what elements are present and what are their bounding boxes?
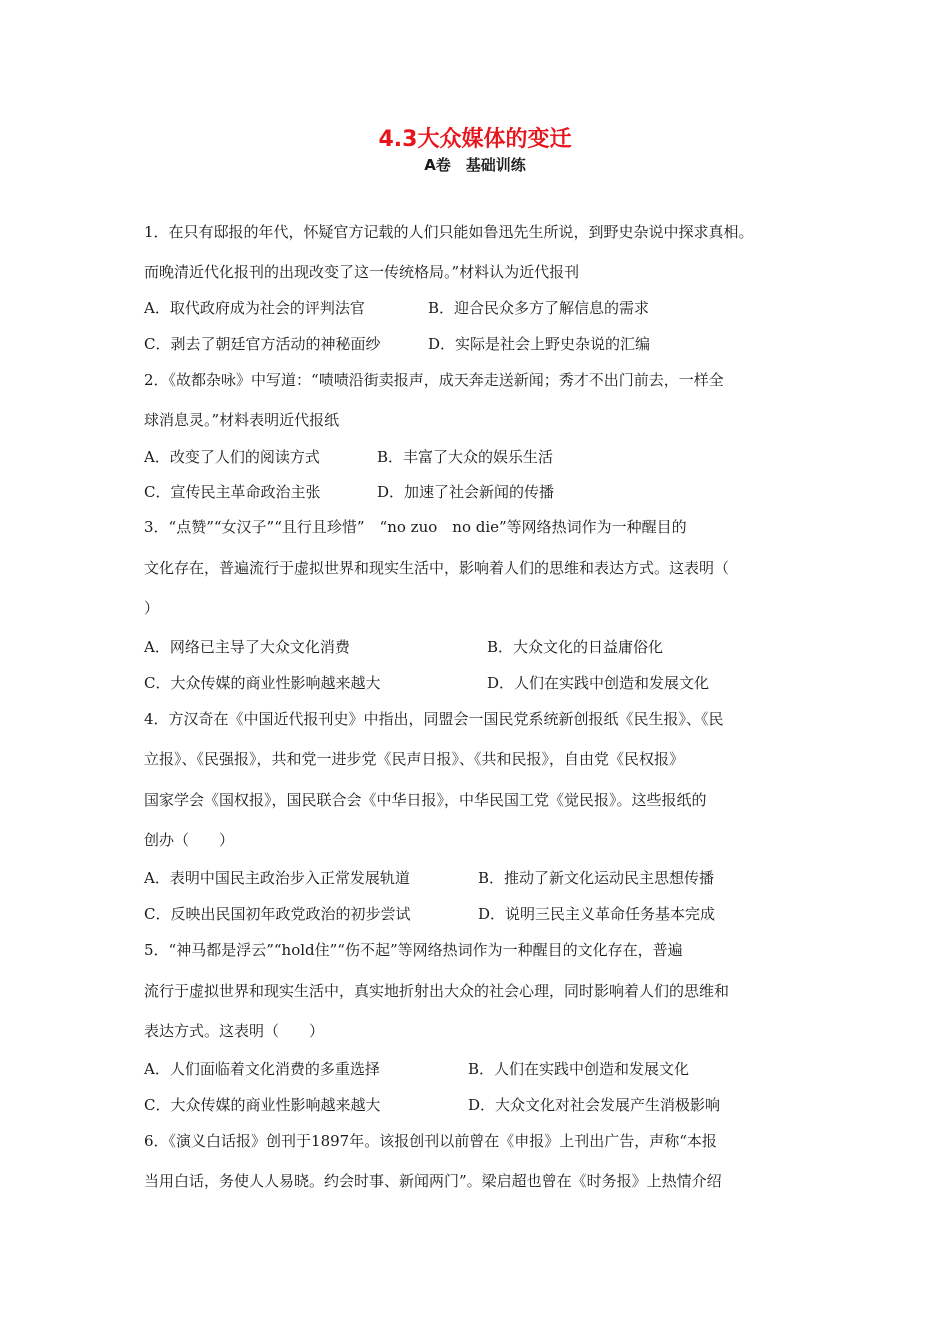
question-1-line-2: 而晚清近代化报刊的出现改变了这一传统格局。”材料认为近代报刊 (144, 263, 580, 281)
question-4-line-4: 创办（ ） (144, 831, 235, 849)
section-subtitle: A卷 基础训练 (424, 156, 526, 174)
question-4-line-2: 立报》、《民强报》，共和党一进步党《民声日报》、《共和民报》，自由党《民权报》 (144, 750, 685, 768)
question-3-line-2: 文化存在，普遍流行于虚拟世界和现实生活中，影响着人们的思维和表达方式。这表明（ (144, 559, 730, 577)
page-title: 4.3大众媒体的变迁 (378, 127, 572, 152)
question-2-option-a: A．改变了人们的阅读方式 (144, 448, 320, 466)
question-3-option-b: B．大众文化的日益庸俗化 (487, 638, 664, 656)
question-4-option-d: D．说明三民主义革命任务基本完成 (478, 905, 716, 923)
question-5-option-b: B．人们在实践中创造和发展文化 (468, 1060, 690, 1078)
question-3-option-c: C．大众传媒的商业性影响越来越大 (144, 674, 381, 692)
question-5-line-2: 流行于虚拟世界和现实生活中，真实地折射出大众的社会心理，同时影响着人们的思维和 (144, 982, 730, 1000)
question-3-line-3: ） (144, 599, 160, 617)
question-2-line-1: 2．《故都杂咏》中写道：“啧啧沿街卖报声，成天奔走送新闻；秀才不出门前去，一样全 (144, 371, 724, 389)
question-4-line-3: 国家学会《国权报》，国民联合会《中华日报》，中华民国工党《觉民报》。这些报纸的 (144, 791, 707, 809)
question-4-option-c: C．反映出民国初年政党政治的初步尝试 (144, 905, 411, 923)
question-6-line-1: 6．《演义白话报》创刊于1897年。该报创刊以前曾在《申报》上刊出广告，声称“本报 (144, 1132, 717, 1150)
question-4-line-1: 4．方汉奇在《中国近代报刊史》中指出，同盟会一国民党系统新创报纸《民生报》、《民 (144, 710, 724, 728)
question-3-line-1: 3．“点赞”“女汉子”“且行且珍惜” “no zuo no die”等网络热词作为一种醒目的 (144, 518, 687, 536)
question-5-line-3: 表达方式。这表明（ ） (144, 1022, 325, 1040)
question-3-option-d: D．人们在实践中创造和发展文化 (487, 674, 710, 692)
question-1-option-d: D．实际是社会上野史杂说的汇编 (428, 335, 651, 353)
question-1-option-c: C．剥去了朝廷官方活动的神秘面纱 (144, 335, 381, 353)
question-2-option-b: B．丰富了大众的娱乐生活 (377, 448, 554, 466)
question-5-option-d: D．大众文化对社会发展产生消极影响 (468, 1096, 721, 1114)
question-1-line-1: 1．在只有邸报的年代，怀疑官方记载的人们只能如鲁迅先生所说，到野史杂说中探求真相。 (144, 223, 754, 241)
question-2-line-2: 球消息灵。”材料表明近代报纸 (144, 411, 340, 429)
question-5-option-c: C．大众传媒的商业性影响越来越大 (144, 1096, 381, 1114)
question-1-option-a: A．取代政府成为社会的评判法官 (144, 299, 365, 317)
question-4-option-a: A．表明中国民主政治步入正常发展轨道 (144, 869, 410, 887)
question-4-option-b: B．推动了新文化运动民主思想传播 (478, 869, 715, 887)
question-5-option-a: A．人们面临着文化消费的多重选择 (144, 1060, 380, 1078)
question-2-option-c: C．宣传民主革命政治主张 (144, 483, 321, 501)
question-3-option-a: A．网络已主导了大众文化消费 (144, 638, 350, 656)
question-2-option-d: D．加速了社会新闻的传播 (377, 483, 555, 501)
question-5-line-1: 5．“神马都是浮云”“hold住”“伤不起”等网络热词作为一种醒目的文化存在，普遍 (144, 941, 683, 959)
question-1-option-b: B．迎合民众多方了解信息的需求 (428, 299, 650, 317)
question-6-line-2: 当用白话，务使人人易晓。约会时事、新闻两门”。梁启超也曾在《时务报》上热情介绍 (144, 1172, 722, 1190)
